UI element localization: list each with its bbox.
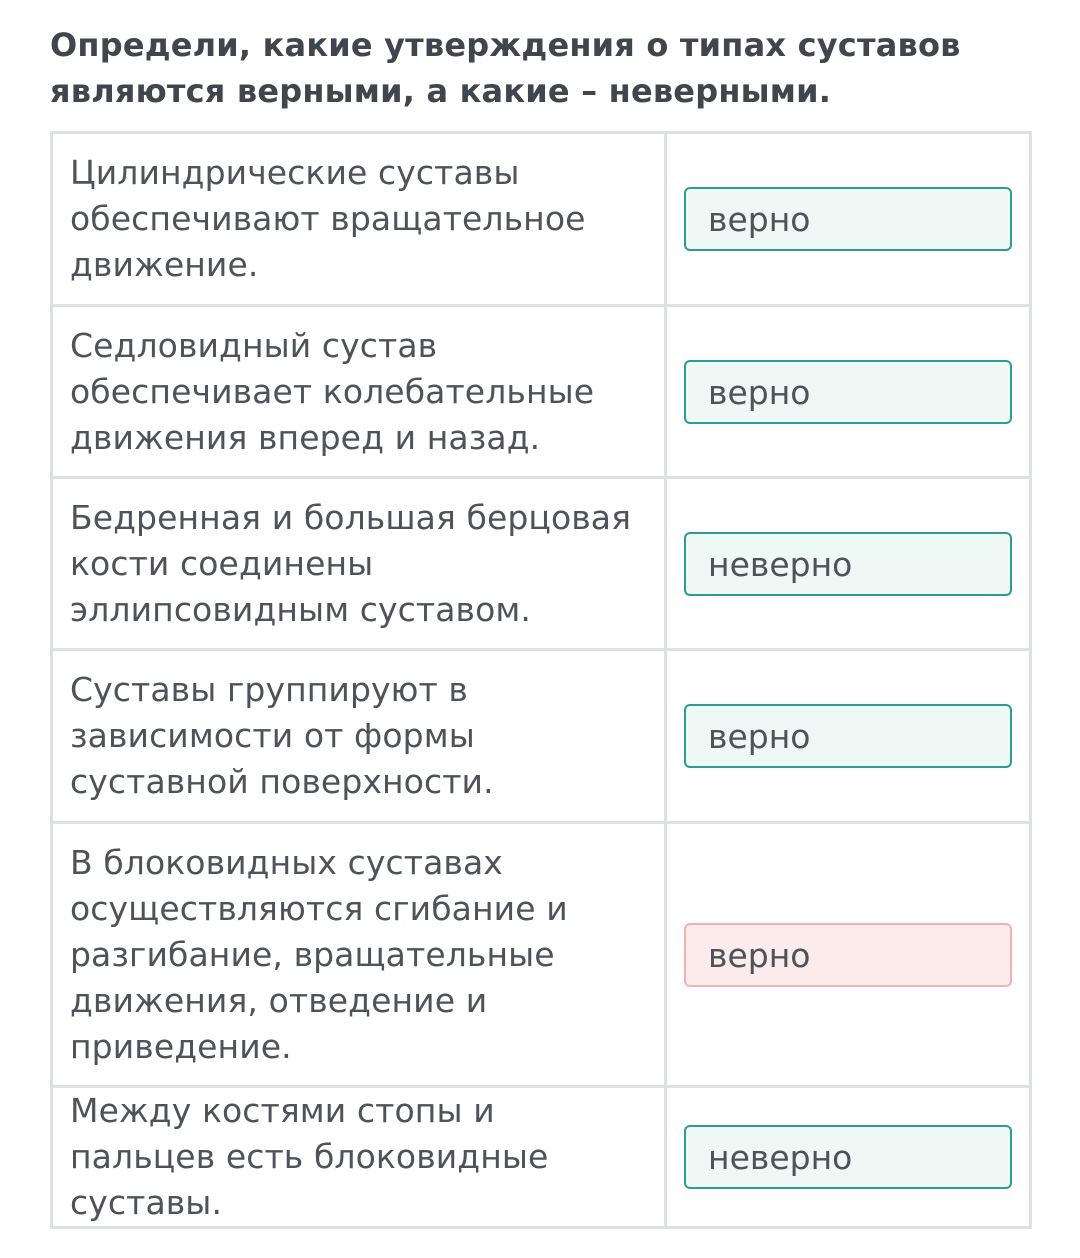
answer-option-correct[interactable]: верно <box>684 704 1012 768</box>
statement-cell: Суставы группируют в зависимости от формы суставной поверхности. <box>52 650 666 823</box>
statement-cell: Седловидный сустав обеспечивает колебательные движения вперед и назад. <box>52 306 666 478</box>
statements-table <box>50 131 1032 1229</box>
answer-cell <box>666 1087 1031 1228</box>
answer-option-correct[interactable]: неверно <box>684 532 1012 596</box>
answer-cell <box>666 823 1031 1087</box>
table-row <box>52 823 1031 1087</box>
answer-option-correct[interactable]: верно <box>684 360 1012 424</box>
answer-cell <box>666 650 1031 823</box>
statement-cell: Бедренная и большая берцовая кости соединены эллипсовидным суставом. <box>52 478 666 650</box>
answer-cell <box>666 478 1031 650</box>
answer-option-correct[interactable]: неверно <box>684 1125 1012 1189</box>
table-row <box>52 1087 1031 1228</box>
table-row <box>52 306 1031 478</box>
statement-cell: Между костями стопы и пальцев есть блоковидные суставы. <box>52 1087 666 1228</box>
answer-cell <box>666 306 1031 478</box>
statement-cell: В блоковидных суставах осуществляются сгибание и разгибание, вращательные движения, отведение и приведение. <box>52 823 666 1087</box>
statement-cell: Цилиндрические суставы обеспечивают вращательное движение. <box>52 133 666 306</box>
answer-cell <box>666 133 1031 306</box>
question-title: Определи, какие утверждения о типах суставов являются верными, а какие – неверными. <box>50 26 961 110</box>
table-row <box>52 478 1031 650</box>
answer-option-correct[interactable]: верно <box>684 187 1012 251</box>
table-row <box>52 133 1031 306</box>
table-row <box>52 650 1031 823</box>
answer-option-incorrect[interactable]: верно <box>684 923 1012 987</box>
